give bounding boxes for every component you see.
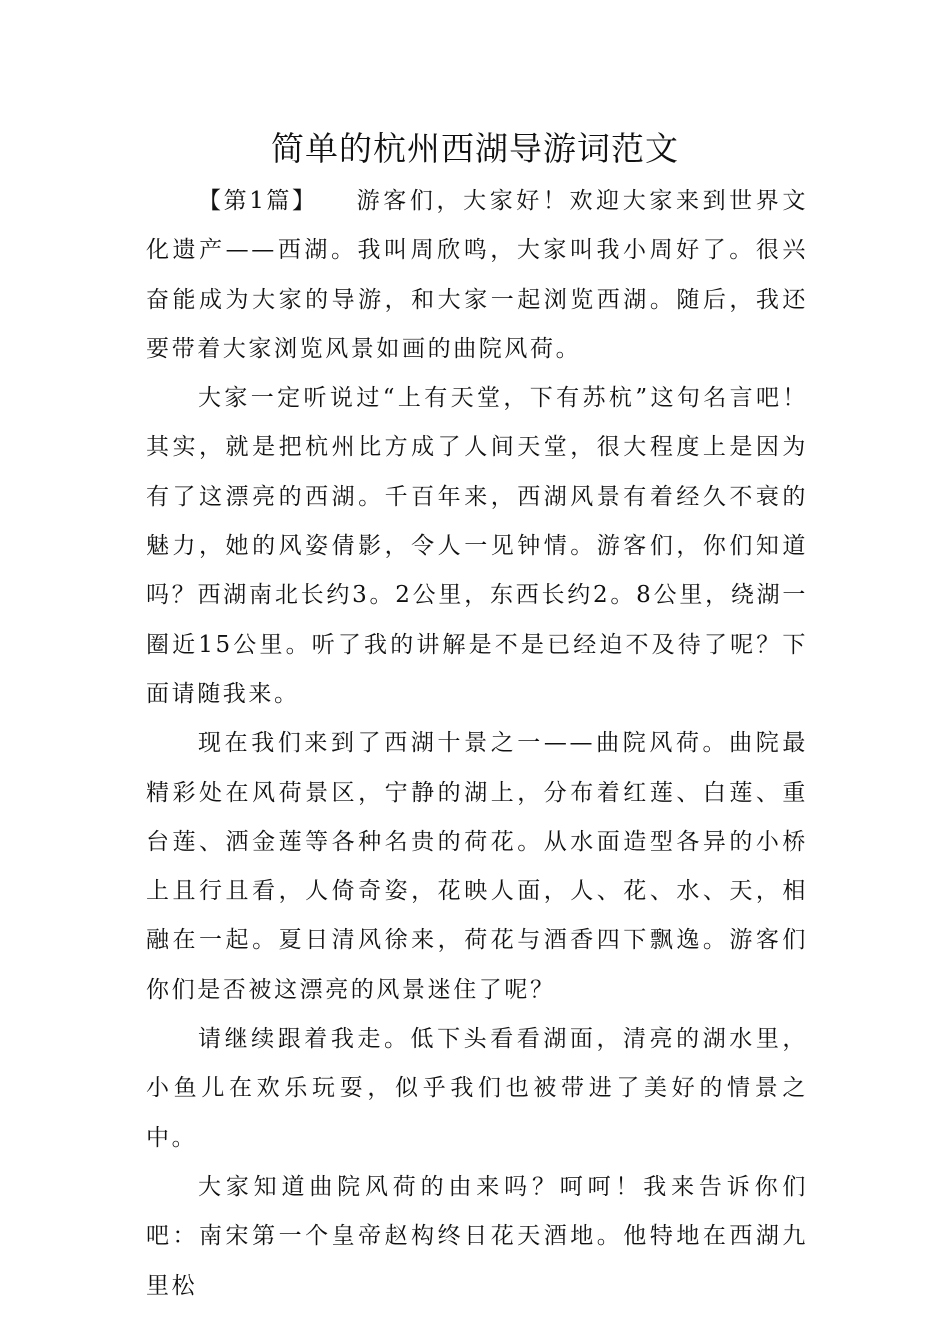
paragraph-4: 请继续跟着我走。低下头看看湖面，清亮的湖水里，小鱼儿在欢乐玩耍，似乎我们也被带进了美好的情景之中。 — [146, 1026, 808, 1151]
document-body — [146, 177, 808, 1311]
section-label: 【第1篇】 — [198, 188, 318, 214]
paragraph-2: 大家一定听说过“上有天堂，下有苏杭”这句名言吧！其实，就是把杭州比方成了人间天堂，很大程度上是因为有了这漂亮的西湖。千百年来，西湖风景有着经久不衰的魅力，她的风姿倩影，令人一见钟情。游客们，你们知道吗？西湖南北长约3。2公里，东西长约2。8公里，绕湖一圈近15公里。听了我的讲解是不是已经迫不及待了呢？下面请随我来。 — [146, 385, 808, 707]
paragraph-1-text: 游客们，大家好！欢迎大家来到世界文化遗产——西湖。我叫周欣鸣，大家叫我小周好了。很兴奋能成为大家的导游，和大家一起浏览西湖。随后，我还要带着大家浏览风景如画的曲院风荷。 — [146, 188, 808, 362]
paragraph-1 — [146, 177, 808, 374]
document-title: 简单的杭州西湖导游词范文 — [271, 129, 679, 168]
paragraph-5: 大家知道曲院风荷的由来吗？呵呵！我来告诉你们吧：南宋第一个皇帝赵构终日花天酒地。他特地在西湖九里松 — [146, 1173, 808, 1299]
paragraph-3: 现在我们来到了西湖十景之一——曲院风荷。曲院最精彩处在风荷景区，宁静的湖上，分布着红莲、白莲、重台莲、洒金莲等各种名贵的荷花。从水面造型各异的小桥上且行且看，人倚奇姿，花映人面，人、花、水、天，相融在一起。夏日清风徐来，荷花与酒香四下飘逸。游客们你们是否被这漂亮的风景迷住了呢？ — [146, 730, 808, 1003]
